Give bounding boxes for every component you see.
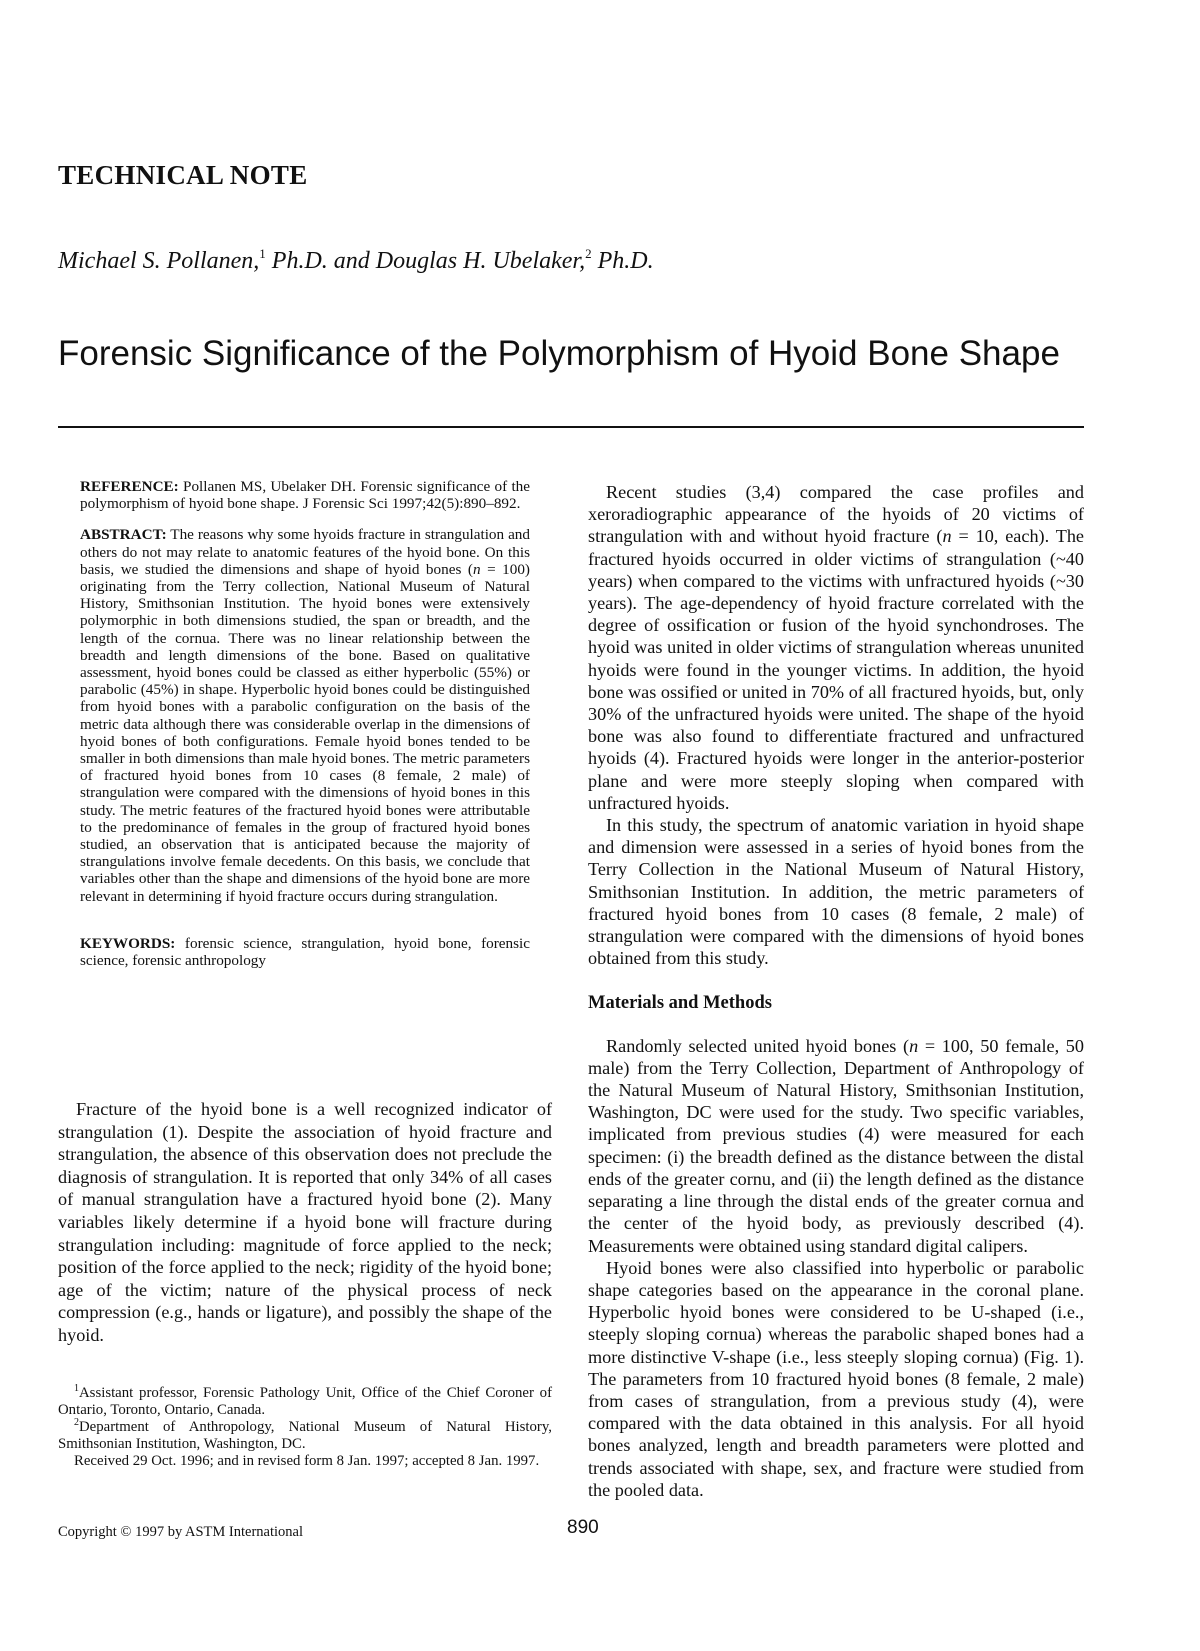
author-2-footnote-mark: 2: [585, 246, 592, 261]
methods-paragraph: [588, 1035, 1084, 1257]
left-body-text: [58, 1098, 552, 1347]
abstract-label: ABSTRACT:: [80, 526, 167, 544]
methods-text-2: = 100, 50 female, 50 male) from the Terry Collection, Department of Anthropology of the Natural Museum of Natural History, Smithsonian Institution, Washington, DC were used for the study. Two specific variables, implicated from previous studies (4) were measured for each specimen: (i) the breadth defined as the distance between the distal ends of the greater cornu, and (ii) the length defined as the distance separating a line through the distal ends of the greater cornua and the center of the hyoid body, as previously described (4). Measurements were obtained using standard digital calipers.: [588, 1035, 1084, 1256]
right-column: [588, 481, 1084, 1501]
abstract-text-1: The reasons why some hyoids fracture in strangulation and others do not may relate to anatomic features of the hyoid bone. On this basis, we studied the dimensions and shape of hyoid bones (: [80, 526, 530, 578]
this-study-paragraph: In this study, the spectrum of anatomic variation in hyoid shape and dimension were assessed in a series of hyoid bones from the Terry Collection in the National Museum of Natural History, Smithsonian Institution. In addition, the metric parameters of fractured hyoid bones from 10 cases (8 female, 2 male) of strangulation were compared with the dimensions of hyoid bones obtained from this study.: [588, 815, 1084, 969]
classification-paragraph: Hyoid bones were also classified into hyperbolic or parabolic shape categories based on the appearance in the coronal plane. Hyperbolic hyoid bones were considered to be U-shaped (i.e., steeply sloping cornua) whereas the parabolic shaped bones had a more distinctive V-shape (i.e., less steeply sloping cornua) (Fig. 1). The parameters from 10 fractured hyoid bones (8 female, 2 male) from cases of strangulation, from a previous study (4), were compared with the data obtained in this analysis. For all hyoid bones analyzed, length and breadth parameters were plotted and trends associated with shape, sex, and fracture were studied from the pooled data.: [588, 1257, 1084, 1500]
keywords-text: forensic science, strangulation, hyoid bone, forensic science, forensic anthropology: [80, 934, 530, 970]
author-1-footnote-mark: 1: [259, 246, 266, 261]
copyright-notice: Copyright © 1997 by ASTM International: [58, 1524, 304, 1540]
author-1-name: Michael S. Pollanen,: [58, 248, 260, 274]
footnotes: [58, 1385, 552, 1470]
right-n-variable: n: [942, 526, 952, 547]
author-2-name: Douglas H. Ubelaker,: [375, 248, 586, 274]
footnote-1-text: Assistant professor, Forensic Pathology Unit, Office of the Chief Coroner of Ontario, Toronto, Ontario, Canada.: [58, 1385, 552, 1418]
received-note: Received 29 Oct. 1996; and in revised form 8 Jan. 1997; accepted 8 Jan. 1997.: [74, 1453, 540, 1469]
recent-studies-paragraph: [588, 481, 1084, 814]
abstract-n-variable: n: [472, 560, 481, 578]
page-number: 890: [567, 1517, 599, 1538]
methods-text-1: Randomly selected united hyoid bones (: [606, 1035, 910, 1056]
reference-label: REFERENCE:: [80, 478, 179, 495]
footnote-1: [58, 1385, 552, 1419]
section-label: TECHNICAL NOTE: [58, 160, 308, 190]
abstract-block: [80, 478, 530, 983]
materials-methods-heading: Materials and Methods: [588, 993, 772, 1014]
reference-text: Pollanen MS, Ubelaker DH. Forensic significance of the polymorphism of hyoid bone shape. J Forensic Sci 1997;42(5):890–892.: [80, 478, 530, 513]
recent-studies-text-1: Recent studies (3,4) compared the case profiles and xeroradiographic appearance of the hyoids of 20 victims of strangulation with and without hyoid fracture (: [588, 482, 1084, 547]
abstract-paragraph: [80, 526, 530, 904]
footnote-2: [58, 1419, 552, 1453]
title-divider: [58, 426, 1084, 428]
reference-paragraph: [80, 478, 530, 512]
footnote-2-text: Department of Anthropology, National Museum of Natural History, Smithsonian Institution, Washington, DC.: [58, 1419, 552, 1452]
methods-n-variable: n: [909, 1035, 919, 1056]
footnote-1-mark: 1: [74, 1383, 79, 1394]
author-1-degree: Ph.D. and: [265, 248, 376, 274]
footnote-2-mark: 2: [74, 1417, 79, 1428]
author-2-degree: Ph.D.: [591, 248, 654, 274]
author-line: [58, 248, 654, 275]
keywords-paragraph: [80, 935, 530, 969]
keywords-label: KEYWORDS:: [80, 934, 176, 952]
intro-paragraph: Fracture of the hyoid bone is a well recognized indicator of strangulation (1). Despite the association of hyoid fracture and strangulation, the absence of this observation does not preclude the diagnosis of strangulation. It is reported that only 34% of all cases of manual strangulation have a fractured hyoid bone (2). Many variables likely determine if a hyoid bone will fracture during strangulation including: magnitude of force applied to the neck; position of the force applied to the neck; rigidity of the hyoid bone; age of the victim; nature of the physical process of neck compression (e.g., hands or ligature), and possibly the shape of the hyoid.: [58, 1099, 552, 1345]
abstract-text-2: = 100) originating from the Terry collection, National Museum of Natural History, Smithsonian Institution. The hyoid bones were extensively polymorphic in both dimensions studied, the span or breadth, and the length of the cornua. There was no linear relationship between the breadth and length dimensions of the bone. Based on qualitative assessment, hyoid bones could be classed as either hyperbolic (55%) or parabolic (45%) in shape. Hyperbolic hyoid bones could be distinguished from hyoid bones with a parabolic configuration on the basis of the metric data although there was considerable overlap in the dimensions of hyoid bones of both configurations. Female hyoid bones tended to be smaller in both dimensions than male hyoid bones. The metric parameters of fractured hyoid bones from 10 cases (8 female, 2 male) of strangulation were compared with the dimensions of hyoid bones in this study. The metric features of the fractured hyoid bones were attributable to the predominance of females in the group of fractured hyoid bones studied, an observation that is anticipated because the majority of strangulations involve female decedents. On this basis, we conclude that variables other than the shape and dimensions of the hyoid bone are more relevant in determining if hyoid fracture occurs during strangulation.: [80, 560, 530, 905]
article-title: Forensic Significance of the Polymorphism of Hyoid Bone Shape: [58, 334, 1060, 373]
recent-studies-text-2: = 10, each). The fractured hyoids occurred in older victims of strangulation (~40 years) when compared to the victims with unfractured hyoids (~30 years). The age-dependency of hyoid fracture correlated with the degree of ossification or fusion of the hyoid synchondroses. The hyoid was united in older victims of strangulation whereas ununited hyoids were found in the younger victims. In addition, the hyoid bone was ossified or united in 70% of all fractured hyoids, but, only 30% of the unfractured hyoids were united. The shape of the hyoid bone was also found to differentiate fractured and unfractured hyoids (4). Fractured hyoids were longer in the anterior-posterior plane and were more steeply sloping when compared with unfractured hyoids.: [588, 526, 1084, 813]
